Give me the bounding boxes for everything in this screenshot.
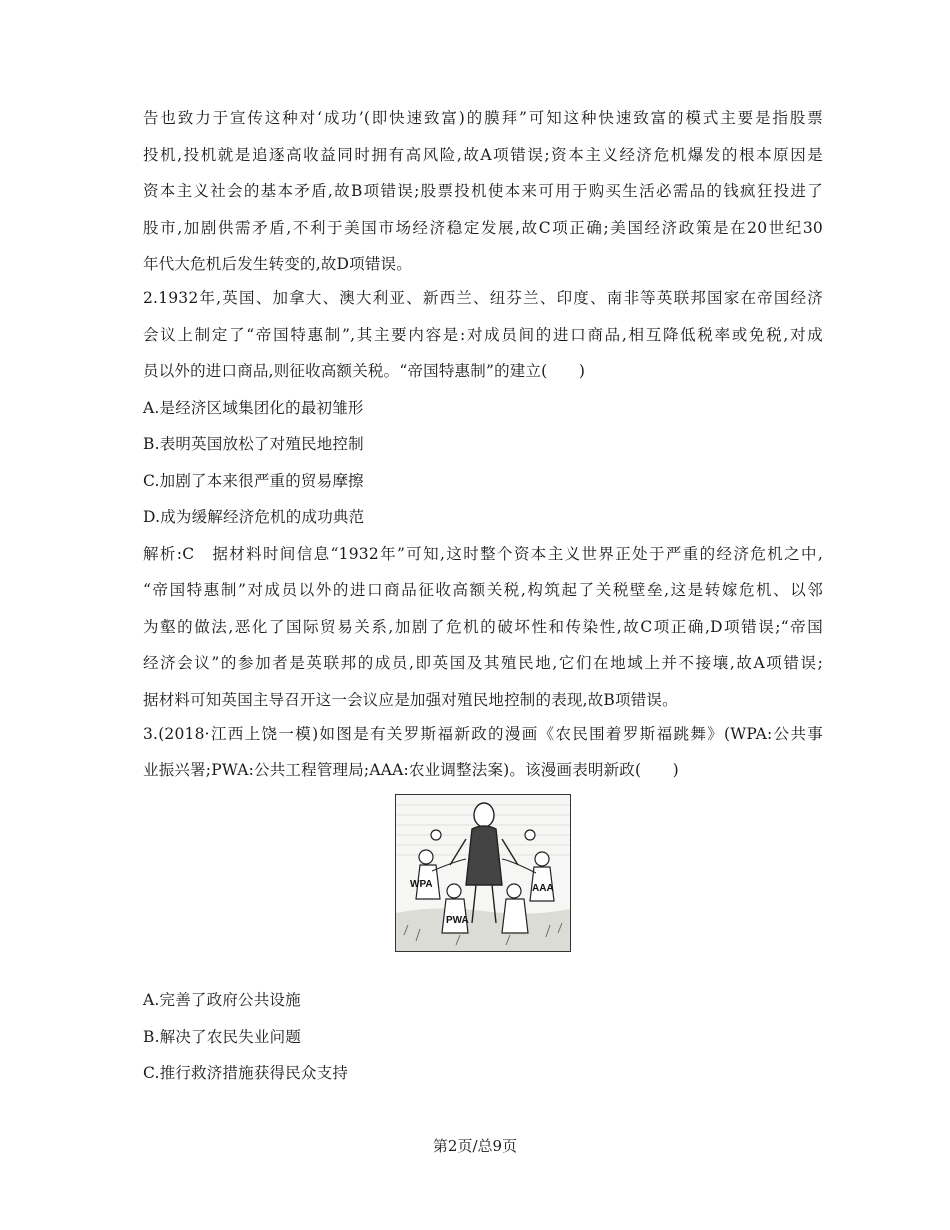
option-b: B.表明英国放松了对殖民地控制 (143, 435, 364, 453)
question-stem-line: 业振兴署;PWA:公共工程管理局;AAA:农业调整法案)。该漫画表明新政( ) (143, 761, 679, 779)
analysis-line: 为壑的做法,恶化了国际贸易关系,加剧了危机的破坏性和传染性,故C项正确,D项错误;“帝国 (143, 617, 823, 636)
question2 (143, 288, 823, 710)
question-stem-line: 员以外的进口商品,则征收高额关税。“帝国特惠制”的建立( ) (143, 362, 586, 380)
figure-container (143, 794, 823, 964)
question-stem-line: 会议上制定了“帝国特惠制”,其主要内容是:对成员间的进口商品,相互降低税率或免税,对成 (143, 325, 823, 344)
analysis-line: “帝国特惠制”对成员以外的进口商品征收高额关税,构筑起了关税壁垒,这是转嫁危机、以邻 (143, 581, 823, 599)
explanation-line: 投机,投机就是追逐高收益同时拥有高风险,故A项错误;资本主义经济危机爆发的根本原因是 (143, 145, 823, 164)
page-content (143, 108, 823, 1083)
question1-explanation (143, 108, 823, 274)
explanation-line: 资本主义社会的基本矛盾,故B项错误;股票投机使本来可用于购买生活必需品的钱疯狂投进了 (143, 182, 823, 200)
explanation-line: 股市,加剧供需矛盾,不利于美国市场经济稳定发展,故C项正确;美国经济政策是在20世纪30 (143, 218, 823, 237)
question3 (143, 724, 823, 1084)
analysis-line: 据材料可知英国主导召开这一会议应是加强对殖民地控制的表现,故B项错误。 (143, 690, 678, 709)
question-stem-line: 2.1932年,英国、加拿大、澳大利亚、新西兰、纽芬兰、印度、南非等英联邦国家在帝国经济 (143, 289, 823, 307)
cartoon-label-wpa: WPA (410, 879, 433, 890)
explanation-line: 年代大危机后发生转变的,故D项错误。 (143, 255, 412, 273)
explanation-line: 告也致力于宣传这种对‘成功’(即快速致富)的膜拜”可知这种快速致富的模式主要是指股票 (143, 109, 823, 127)
analysis-line: 经济会议”的参加者是英联邦的成员,即英国及其殖民地,它们在地域上并不接壤,故A项错误; (143, 654, 823, 672)
option-a: A.完善了政府公共设施 (143, 991, 301, 1009)
option-b: B.解决了农民失业问题 (143, 1027, 302, 1046)
question-stem-line: 3.(2018·江西上饶一模)如图是有关罗斯福新政的漫画《农民围着罗斯福跳舞》(WPA:公共事 (143, 724, 823, 743)
option-d: D.成为缓解经济危机的成功典范 (143, 508, 365, 526)
cartoon-label-pwa: PWA (446, 915, 469, 926)
cartoon-label-aaa: AAA (532, 883, 554, 894)
analysis-line: 解析:C 据材料时间信息“1932年”可知,这时整个资本主义世界正处于严重的经济危机之中, (143, 544, 823, 563)
option-a: A.是经济区域集团化的最初雏形 (143, 398, 364, 417)
roosevelt-cartoon-image (395, 794, 571, 952)
page-number-footer: 第2页/总9页 (432, 1137, 518, 1155)
option-c: C.加剧了本来很严重的贸易摩擦 (143, 471, 364, 490)
option-c: C.推行救济措施获得民众支持 (143, 1064, 349, 1082)
